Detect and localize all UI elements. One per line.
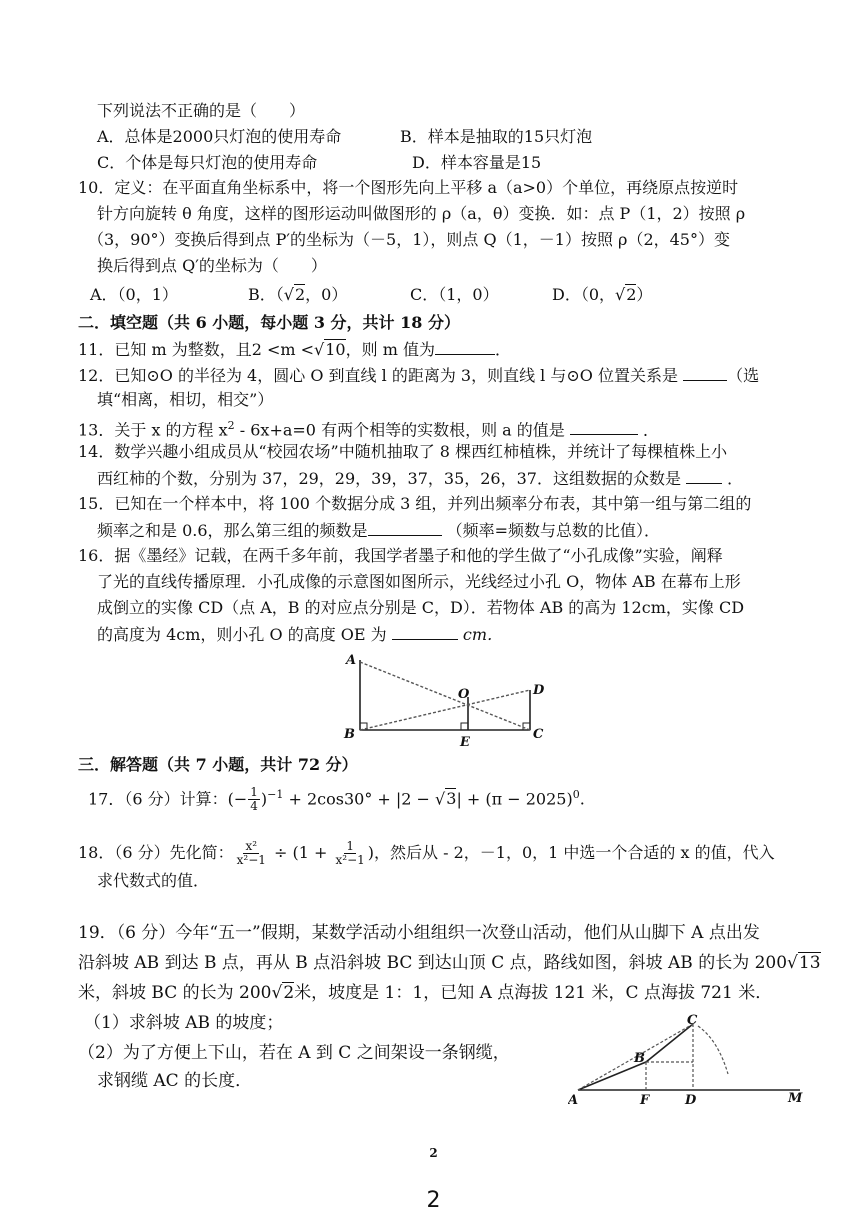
q10-line4: 换后得到点 Q′的坐标为（ ） — [97, 256, 327, 275]
q18-pre: 18．（6 分）先化简： — [78, 843, 234, 862]
q17-frac-den: 4 — [250, 799, 258, 814]
q10-line1: 10．定义：在平面直角坐标系中，将一个图形先向上平移 a（a>0）个单位，再绕原点按逆时 — [78, 178, 739, 197]
q15-line1: 15．已知在一个样本中，将 100 个数据分成 3 组，并列出频率分布表，其中第一组与第二组的 — [78, 494, 752, 513]
q16-answer-blank[interactable] — [392, 623, 458, 640]
q19-sub2: （2）为了方便上下山，若在 A 到 C 之间架设一条钢缆， — [78, 1043, 510, 1063]
q10-option-b-radicand: 2 — [294, 285, 306, 304]
q10-option-b-post: ，0） — [305, 285, 348, 304]
q14-line2-text: 西红柿的个数，分别为 37，29，29，39，37，35，26，37．这组数据的众数是 — [97, 469, 681, 488]
fig16-ray-a-c — [360, 662, 530, 730]
q12-line1-text: 12．已知⊙O 的半径为 4，圆心 O 到直线 l 的距离为 3，则直线 l 与⊙O 位置关系是 — [78, 366, 678, 385]
q10-line3: （3，90°）变换后得到点 P′的坐标为（－5，1），则点 Q（1，－1）按照 ρ（2，45°）变 — [88, 230, 730, 249]
mountain-figure — [568, 1012, 818, 1112]
q10-option-b-pre: B．（ — [248, 285, 284, 304]
q9-option-b: B．样本是抽取的15只灯泡 — [400, 127, 593, 146]
q18-fraction-2 — [334, 840, 367, 867]
q9-option-a: A．总体是2000只灯泡的使用寿命 — [97, 127, 342, 146]
q19-line3-radicand: 2 — [283, 983, 295, 1003]
q18-f2-num: 1 — [346, 839, 354, 853]
fig16-label-o: O — [458, 687, 470, 702]
pinhole-figure — [340, 650, 550, 750]
q18-f2-den: x²−1 — [335, 853, 365, 867]
q16-line4 — [97, 623, 503, 646]
fig19-label-m: M — [788, 1091, 803, 1106]
q14-end: ． — [727, 469, 744, 488]
q17: 17．（6 分）计算：(− $\frac{1}{4}$ )$^{-1} + 2\cos 30^\circ + |2 - √3| + (\pi - 2025)^0$. — [88, 785, 585, 814]
q19-line3: 米，斜坡 BC 的长为 200√2米，坡度是 1：1，已知 A 点海拔 121 米，C 点海拔 721 米． — [78, 983, 773, 1003]
fig19-label-f: F — [640, 1093, 650, 1108]
q10-option-c: C．（1，0） — [410, 285, 499, 304]
fig19-label-b: B — [634, 1051, 645, 1066]
q17-frac-num: 1 — [250, 785, 258, 800]
q10-option-a: A．（0，1） — [90, 285, 178, 304]
q18-line2: 求代数式的值． — [97, 871, 210, 890]
q15-answer-blank[interactable] — [368, 519, 442, 536]
q13-answer-blank[interactable] — [570, 418, 638, 435]
q18-post: )，然后从 - 2，－1，0，1 中选一个合适的 x 的值，代入 — [367, 843, 775, 862]
page-number-large: 2 — [426, 1188, 441, 1213]
fig16-right-angle-e — [461, 723, 468, 730]
q13-pre: 13．关于 x 的方程 x — [78, 420, 228, 440]
q11-answer-blank[interactable] — [435, 338, 495, 355]
q18-line1 — [78, 840, 775, 867]
q17-fraction — [248, 786, 260, 813]
q9-stem: 下列说法不正确的是（ ） — [97, 101, 306, 120]
q18-f1-num: x² — [245, 839, 258, 853]
q12-line1-end: （选 — [727, 366, 760, 385]
q10-option-d: D．（0，√2） — [552, 285, 653, 304]
q16-line2: 了光的直线传播原理．小孔成像的示意图如图所示，光线经过小孔 O，物体 AB 在幕布上形 — [97, 572, 741, 591]
q13-post: - 6x+a=0 有两个相等的实数根，则 a 的值是 — [234, 420, 565, 440]
q19-line2-pre: 沿斜坡 AB 到达 B 点，再从 B 点沿斜坡 BC 到达山顶 C 点，路线如图，斜坡 AB 的长为 200 — [78, 953, 788, 973]
fig16-label-d: D — [533, 683, 545, 698]
q16-line3: 成倒立的实像 CD（点 A，B 的对应点分别是 C，D）．若物体 AB 的高为 12cm，实像 CD — [97, 598, 745, 617]
fig19-mountain-back — [698, 1026, 728, 1074]
section3-heading: 三．解答题（共 7 小题，共计 72 分） — [78, 755, 358, 774]
q16-line4-post: cm． — [462, 625, 503, 644]
q9-option-d: D．样本容量是15 — [412, 153, 542, 172]
q19-line3-post: 米，坡度是 1：1，已知 A 点海拔 121 米，C 点海拔 721 米． — [294, 983, 773, 1003]
q12-answer-blank[interactable] — [683, 364, 727, 381]
q19-line1: 19．（6 分）今年“五一”假期，某数学活动小组组织一次登山活动，他们从山脚下 A 点出发 — [78, 923, 760, 943]
q17-mid: ) — [260, 789, 268, 809]
q19-line2-radicand: 13 — [798, 953, 821, 973]
q13-sup: 2 — [227, 419, 235, 432]
q10-option-d-pre: D．（0， — [552, 285, 616, 304]
q14-answer-blank[interactable] — [686, 467, 722, 484]
q16-line4-pre: 的高度为 4cm，则小孔 O 的高度 OE 为 — [97, 625, 387, 644]
fig16-label-e: E — [460, 735, 470, 750]
q15-line2-post: （频率=频数与总数的比值）． — [446, 521, 661, 540]
q14-line1: 14．数学兴趣小组成员从“校园农场”中随机抽取了 8 棵西红柿植株，并统计了每棵植株上小 — [78, 442, 728, 461]
q10-line2: 针方向旋转 θ 角度，这样的图形运动叫做图形的 ρ（a，θ）变换．如：点 P（1，2）按照 ρ — [97, 204, 746, 223]
q17-exp0: 0 — [572, 788, 580, 801]
fig19-label-c: C — [687, 1013, 698, 1028]
q12-line2: 填“相离，相切，相交”） — [97, 390, 274, 409]
q17-exp: −1 — [267, 788, 284, 801]
q9-option-c: C．个体是每只灯泡的使用寿命 — [97, 153, 318, 172]
q16-line1: 16．据《墨经》记载，在两千多年前，我国学者墨子和他的学生做了“小孔成像”实验，阐释 — [78, 546, 723, 565]
fig16-label-a: A — [346, 653, 357, 668]
q18-f1-den: x²−1 — [236, 853, 266, 867]
q11-post: ，则 m 值为 — [345, 340, 435, 359]
q17-rest1: + 2cos30° + |2 − — [283, 789, 436, 809]
q15-line2-pre: 频率之和是 0.6，那么第三组的频数是 — [97, 521, 368, 540]
fig16-label-c: C — [533, 727, 544, 742]
q10-option-d-radicand: 2 — [626, 285, 637, 304]
q13 — [78, 415, 659, 441]
q18-fraction-1 — [235, 840, 268, 867]
section2-heading: 二．填空题（共 6 小题，每小题 3 分，共计 18 分） — [78, 313, 460, 332]
q11-radicand: 10 — [325, 340, 346, 359]
q17-radicand: 3 — [446, 789, 457, 809]
q10-option-b: B．（√2，0） — [248, 285, 348, 304]
page-number-small: 2 — [429, 1146, 438, 1160]
q15-line2 — [97, 519, 660, 542]
q19-sub2b: 求钢缆 AC 的长度． — [97, 1071, 253, 1091]
q13-end: ． — [642, 420, 659, 440]
q17-rest2: | + (π − 2025) — [456, 789, 573, 809]
q19-sub1: （1）求斜坡 AB 的坡度； — [84, 1013, 284, 1033]
q10-option-d-post: ） — [636, 285, 653, 304]
q17-end: . — [579, 789, 585, 809]
q19-line2: 沿斜坡 AB 到达 B 点，再从 B 点沿斜坡 BC 到达山顶 C 点，路线如图，斜坡 AB 的长为 200√13 — [78, 953, 821, 973]
q11-pre: 11．已知 m 为整数，且2 <m < — [78, 340, 315, 359]
fig19-label-a: A — [568, 1093, 579, 1108]
q11-end: ． — [494, 340, 511, 359]
q14-line2 — [97, 467, 743, 490]
q11: 11．已知 m 为整数，且2 <m <√10，则 m 值为 ． — [78, 340, 511, 359]
fig19-label-d: D — [685, 1093, 697, 1108]
q17-pre: 17．（6 分）计算：(− — [88, 789, 248, 809]
q19-line3-pre: 米，斜坡 BC 的长为 200 — [78, 983, 272, 1003]
fig16-label-b: B — [344, 727, 355, 742]
q18-div: ÷ (1 + — [268, 843, 333, 862]
q12-line1 — [78, 364, 759, 387]
